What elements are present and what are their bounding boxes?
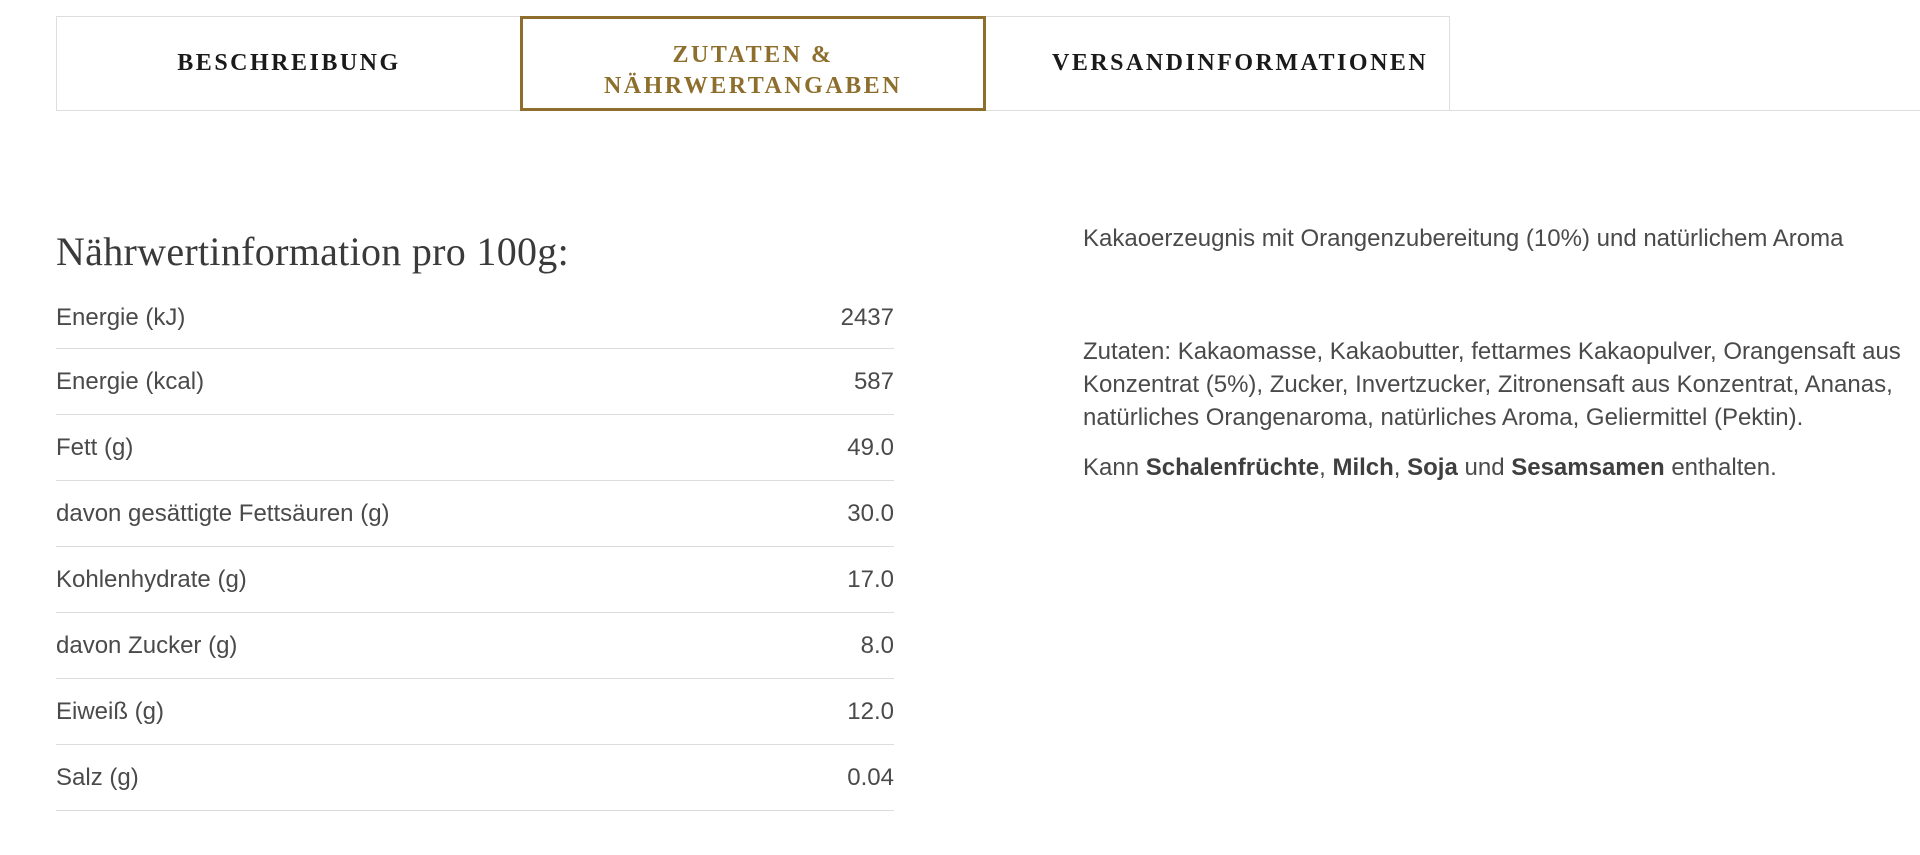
tab-zutaten-naehrwertangaben[interactable]	[520, 16, 986, 111]
allergen-separator: und	[1457, 454, 1512, 481]
ingredients-list: Zutaten: Kakaomasse, Kakaobutter, fettarmes Kakaopulver, Orangensaft aus Konzentrat (5%), Zucker, Invertzucker, Zitronensaft aus Konzentrat, Ananas, natürliches Orangenaroma, natürliches Aroma, Geliermittel (Pektin).	[1083, 338, 1901, 431]
table-row	[56, 547, 894, 613]
nutrient-label: Salz (g)	[56, 763, 139, 791]
nutrient-value: 49.0	[847, 433, 894, 461]
nutrient-label: davon gesättigte Fettsäuren (g)	[56, 499, 390, 527]
table-row	[56, 415, 894, 481]
allergen-suffix: enthalten.	[1664, 454, 1777, 481]
table-row	[56, 288, 894, 349]
nutrition-table	[56, 288, 894, 811]
tab-label: BESCHREIBUNG	[177, 50, 401, 76]
nutrient-label: Fett (g)	[56, 433, 134, 461]
nutrient-value: 17.0	[847, 565, 894, 593]
product-tabs	[56, 16, 1920, 111]
table-row	[56, 613, 894, 679]
nutrition-section	[56, 222, 894, 811]
allergen-item: Sesamsamen	[1511, 454, 1665, 481]
tab-versandinformationen[interactable]	[985, 16, 1450, 111]
allergen-item: Schalenfrüchte	[1145, 454, 1320, 481]
allergen-separator: ,	[1319, 454, 1333, 481]
table-row	[56, 745, 894, 811]
nutrient-value: 8.0	[860, 631, 894, 659]
nutrient-value: 587	[853, 367, 894, 395]
allergen-item: Milch	[1332, 454, 1394, 481]
nutrient-value: 12.0	[847, 697, 894, 725]
nutrient-value: 2437	[840, 304, 894, 331]
tab-beschreibung[interactable]	[56, 16, 521, 111]
allergen-notice	[1083, 451, 1903, 484]
product-description: Kakaoerzeugnis mit Orangenzubereitung (10%) und natürlichem Aroma	[1083, 225, 1844, 252]
allergen-item: Soja	[1407, 454, 1458, 481]
tab-label: ZUTATEN & NÄHRWERTANGABEN	[603, 41, 903, 99]
allergen-prefix: Kann	[1083, 454, 1146, 481]
nutrient-label: davon Zucker (g)	[56, 631, 238, 659]
allergen-separator: ,	[1393, 454, 1408, 481]
nutrient-label: Eiweiß (g)	[56, 697, 165, 725]
table-row	[56, 679, 894, 745]
nutrient-value: 0.04	[847, 763, 894, 791]
nutrient-label: Energie (kJ)	[56, 304, 186, 331]
nutrient-value: 30.0	[847, 499, 894, 527]
nutrition-title: Nährwertinformation pro 100g:	[56, 229, 570, 274]
nutrient-label: Kohlenhydrate (g)	[56, 565, 247, 593]
nutrient-label: Energie (kcal)	[56, 367, 205, 395]
tab-label: VERSANDINFORMATIONEN	[1052, 50, 1429, 76]
ingredients-section	[1083, 222, 1903, 484]
table-row	[56, 349, 894, 415]
table-row	[56, 481, 894, 547]
